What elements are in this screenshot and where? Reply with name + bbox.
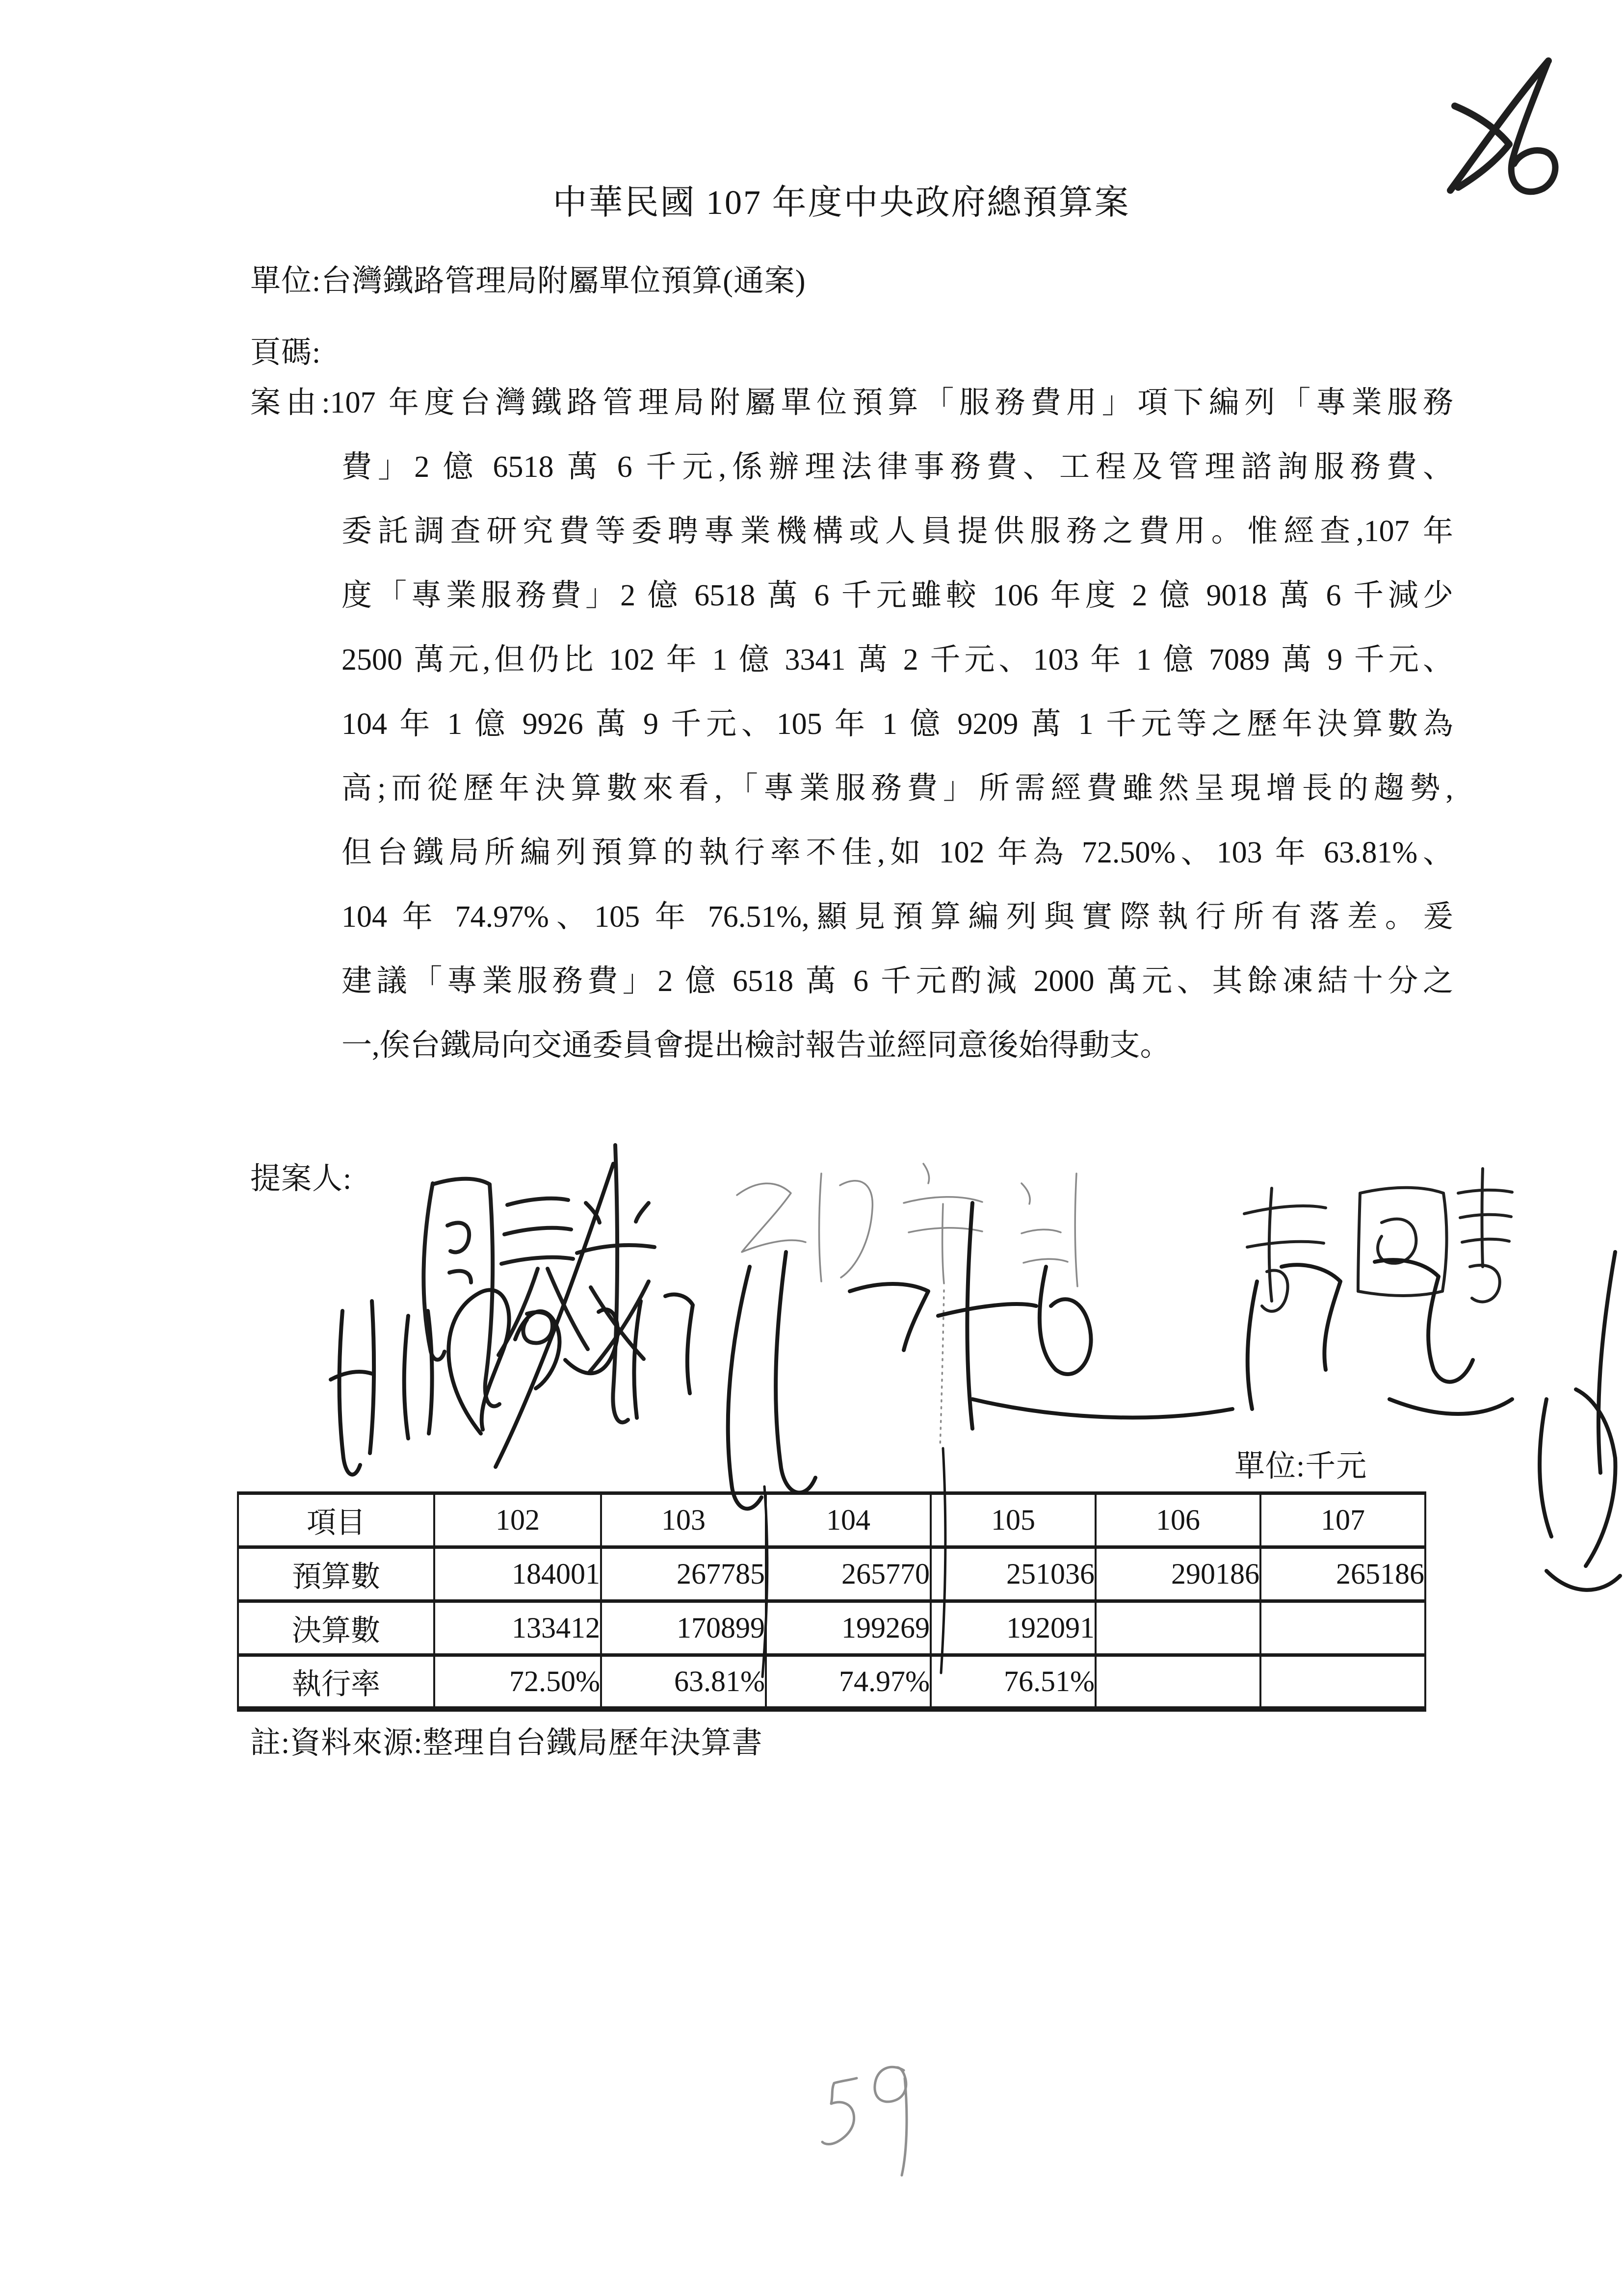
table-cell bbox=[1096, 1655, 1260, 1709]
case-section bbox=[250, 371, 1453, 1078]
case-line: 度「專業服務費」2 億 6518 萬 6 千元雖較 106 年度 2 億 9018 萬 6 千減少 bbox=[341, 579, 1453, 612]
table-cell: 251036 bbox=[931, 1547, 1096, 1601]
table-cell: 184001 bbox=[434, 1547, 601, 1601]
case-line: 高;而從歷年決算數來看,「專業服務費」所需經費雖然呈現增長的趨勢, bbox=[341, 772, 1453, 805]
case-line bbox=[250, 371, 1453, 435]
case-line: 建議「專業服務費」2 億 6518 萬 6 千元酌減 2000 萬元、其餘凍結十分之 bbox=[341, 965, 1453, 998]
row-label: 決算數 bbox=[238, 1601, 434, 1655]
col-header-year: 107 bbox=[1260, 1493, 1425, 1547]
table-cell: 267785 bbox=[601, 1547, 766, 1601]
case-line: 104 年 74.97%、105 年 76.51%,顯見預算編列與實際執行所有落差。爰 bbox=[341, 900, 1453, 934]
table-cell: 170899 bbox=[601, 1601, 766, 1655]
case-line: 但台鐵局所編列預算的執行率不佳,如 102 年為 72.50%、103 年 63.81%、 bbox=[341, 836, 1453, 869]
table-header-row bbox=[238, 1493, 1425, 1547]
unit-line: 單位:台灣鐵路管理局附屬單位預算(通案) bbox=[250, 264, 806, 298]
table-cell: 265770 bbox=[766, 1547, 931, 1601]
table-cell: 74.97% bbox=[766, 1655, 931, 1709]
table-row bbox=[238, 1547, 1425, 1601]
signature-huang-guo-shu bbox=[1244, 1169, 1512, 1311]
case-line: 費」2 億 6518 萬 6 千元,係辦理法律事務費、工程及管理諮詢服務費、 bbox=[341, 450, 1453, 484]
table-cell bbox=[1096, 1601, 1260, 1655]
proposer-label: 提案人: bbox=[250, 1162, 352, 1196]
table-cell: 133412 bbox=[434, 1601, 601, 1655]
col-header-year: 102 bbox=[434, 1493, 601, 1547]
col-header-item: 項目 bbox=[238, 1493, 434, 1547]
case-line: 2500 萬元,但仍比 102 年 1 億 3341 萬 2 千元、103 年 1 億 7089 萬 9 千元、 bbox=[341, 643, 1453, 677]
table-cell: 265186 bbox=[1260, 1547, 1425, 1601]
handwritten-number-26 bbox=[1433, 28, 1595, 195]
col-header-year: 103 bbox=[601, 1493, 766, 1547]
table-row bbox=[238, 1655, 1425, 1709]
table-footnote: 註:資料來源:整理自台鐵局歷年決算書 bbox=[250, 1726, 763, 1760]
table-unit-note: 單位:千元 bbox=[1234, 1450, 1367, 1483]
signature-zheng-bao-qing bbox=[737, 1164, 1077, 1447]
table-cell: 199269 bbox=[766, 1601, 931, 1655]
col-header-year: 106 bbox=[1096, 1493, 1260, 1547]
table-cell: 192091 bbox=[931, 1601, 1096, 1655]
table-cell: 76.51% bbox=[931, 1655, 1096, 1709]
table-cell: 290186 bbox=[1096, 1547, 1260, 1601]
document-title: 中華民國 107 年度中央政府總預算案 bbox=[552, 184, 1130, 222]
handwritten-number-59 bbox=[800, 2046, 937, 2193]
table-cell: 63.81% bbox=[601, 1655, 766, 1709]
signature-zhou-chun-mi bbox=[423, 1145, 655, 1422]
col-header-year: 105 bbox=[931, 1493, 1096, 1547]
table-cell bbox=[1260, 1655, 1425, 1709]
row-label: 預算數 bbox=[238, 1547, 434, 1601]
case-line: 104 年 1 億 9926 萬 9 千元、105 年 1 億 9209 萬 1 千元等之歷年決算數為 bbox=[341, 707, 1453, 741]
budget-table bbox=[237, 1491, 1426, 1712]
row-label: 執行率 bbox=[238, 1655, 434, 1709]
case-line-text: 107 年度台灣鐵路管理局附屬單位預算「服務費用」項下編列「專業服務 bbox=[330, 386, 1453, 419]
col-header-year: 104 bbox=[766, 1493, 931, 1547]
table-cell: 72.50% bbox=[434, 1655, 601, 1709]
case-line: 委託調查研究費等委聘專業機構或人員提供服務之費用。惟經查,107 年 bbox=[341, 515, 1453, 548]
table-row bbox=[238, 1601, 1425, 1655]
case-line: 一,俟台鐵局向交通委員會提出檢討報告並經同意後始得動支。 bbox=[341, 1029, 1171, 1062]
page-number-line: 頁碼: bbox=[250, 336, 321, 369]
table-cell bbox=[1260, 1601, 1425, 1655]
case-label: 案由: bbox=[250, 386, 330, 419]
